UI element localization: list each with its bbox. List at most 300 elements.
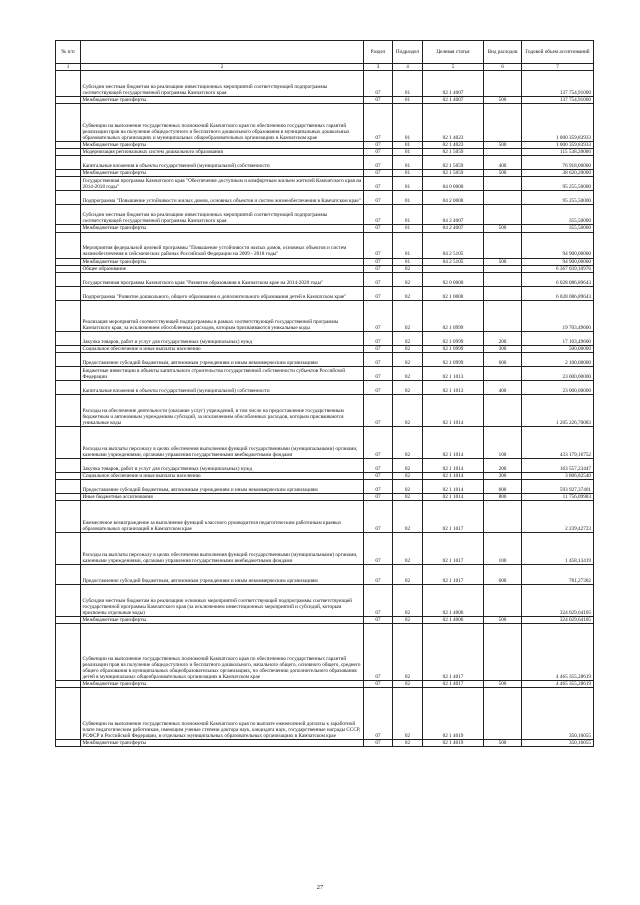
row-num-cell [56, 142, 81, 149]
row-sum-cell: 500,00000 [522, 345, 594, 352]
col-header-num: № п/п [56, 41, 81, 64]
row-podrazdel-cell: 02 [393, 380, 423, 394]
row-podrazdel-cell: 02 [393, 300, 423, 331]
row-vid-cell [484, 501, 522, 533]
row-podrazdel-cell: 02 [393, 286, 423, 300]
row-razdel-cell: 07 [364, 681, 393, 688]
row-podrazdel-cell: 02 [393, 688, 423, 740]
row-vid-cell [484, 585, 522, 617]
row-podrazdel-cell: 02 [393, 501, 423, 533]
budget-table-sheet [55, 40, 593, 747]
table-row [56, 394, 594, 426]
table-row [56, 71, 594, 97]
row-razdel-cell: 07 [364, 300, 393, 331]
table-row [56, 426, 594, 458]
row-podrazdel-cell: 02 [393, 331, 423, 345]
table-row [56, 286, 594, 300]
row-num-cell [56, 493, 81, 500]
table-row [56, 501, 594, 533]
row-name-cell: Субвенции на выполнение государственных полномочий Камчатского края по выплате ежемесячной доплаты к заработной плате педагогическим работникам, имеющим ученые степени доктора наук, кандидата наук, государственные награды СССР, РСФСР и Российской Федерации, в отдельных муниципальных образовательных организациях в Камчатском крае [81, 688, 364, 740]
row-sum-cell: 1 000 359,83933 [522, 104, 594, 142]
col-index: 1 [56, 64, 81, 71]
row-sum-cell: 350,16055 [522, 688, 594, 740]
table-row [56, 265, 594, 272]
row-num-cell [56, 331, 81, 345]
table-header-row [56, 41, 594, 64]
row-target-cell: 04 0 0000 [423, 177, 484, 191]
table-row [56, 585, 594, 617]
table-row [56, 617, 594, 624]
row-target-cell: 02 1 1013 [423, 380, 484, 394]
row-vid-cell: 400 [484, 380, 522, 394]
row-target-cell: 04 2 4007 [423, 205, 484, 225]
row-razdel-cell: 07 [364, 493, 393, 500]
row-podrazdel-cell: 01 [393, 156, 423, 170]
col-header-podrazdel: Подраздел [393, 41, 423, 64]
row-razdel-cell: 07 [364, 331, 393, 345]
row-sum-cell: 3 806,82540 [522, 472, 594, 479]
row-target-cell: 02 1 5059 [423, 149, 484, 156]
row-vid-cell: 400 [484, 156, 522, 170]
row-num-cell [56, 97, 81, 104]
row-sum-cell: 4 465 355,28619 [522, 681, 594, 688]
row-sum-cell: 1 205 226,70083 [522, 394, 594, 426]
row-name-cell: Субвенции на выполнение государственных полномочий Камчатского края по обеспечению государственных гарантий реализации прав на получение общедоступного и бесплатного дошкольного, начального общего, основного общего, среднего общего образования в муниципальных общеобразовательных организациях, по обеспечению дополнительного образования детей в муниципальных общеобразовательных организациях в Камчатском крае [81, 624, 364, 681]
row-num-cell [56, 479, 81, 493]
row-name-cell: Расходы на выплаты персоналу в целях обеспечения выполнения функций государственными (муниципальными) органами, казенными учреждениями, органами управления государственными внебюджетными фондами [81, 426, 364, 458]
row-num-cell [56, 394, 81, 426]
row-target-cell: 02 1 4006 [423, 617, 484, 624]
row-num-cell [56, 681, 81, 688]
row-num-cell [56, 565, 81, 585]
col-index: 4 [393, 64, 423, 71]
row-sum-cell: 23 000,00000 [522, 366, 594, 380]
row-name-cell: Капитальные вложения в объекты государственной (муниципальной) собственности [81, 156, 364, 170]
row-sum-cell: 137 754,91000 [522, 71, 594, 97]
row-num-cell [56, 380, 81, 394]
row-name-cell: Социальное обеспечение и иные выплаты населению [81, 345, 364, 352]
row-podrazdel-cell: 01 [393, 71, 423, 97]
table-row [56, 533, 594, 565]
row-num-cell [56, 177, 81, 191]
row-name-cell: Государственная программа Камчатского края "Обеспечение доступным и комфортным жильем жителей Камчатского края на 2014-2018 годы" [81, 177, 364, 191]
row-num-cell [56, 617, 81, 624]
row-vid-cell: 600 [484, 479, 522, 493]
row-vid-cell [484, 104, 522, 142]
table-row [56, 624, 594, 681]
row-name-cell: Иные бюджетные ассигнования [81, 493, 364, 500]
row-name-cell: Социальное обеспечение и иные выплаты населению [81, 472, 364, 479]
row-sum-cell: 1 000 359,83933 [522, 142, 594, 149]
row-sum-cell: 781,27302 [522, 565, 594, 585]
row-razdel-cell: 07 [364, 394, 393, 426]
row-name-cell: Межбюджетные трансферты [81, 681, 364, 688]
row-razdel-cell: 07 [364, 205, 393, 225]
table-row [56, 156, 594, 170]
row-name-cell: Модернизация региональных систем дошкольного образования [81, 149, 364, 156]
row-podrazdel-cell: 02 [393, 617, 423, 624]
row-name-cell: Межбюджетные трансферты [81, 225, 364, 232]
row-name-cell: Субвенции на выполнение государственных полномочий Камчатского края по обеспечению государственных гарантий реализации прав на получение общедоступного и бесплатного дошкольного образования в муниципальных дошкольных образовательных организациях и муниципальных общеобразовательных организациях в Камчатском крае [81, 104, 364, 142]
row-podrazdel-cell: 01 [393, 149, 423, 156]
row-razdel-cell: 07 [364, 272, 393, 286]
row-name-cell: Общее образование [81, 265, 364, 272]
row-podrazdel-cell: 01 [393, 191, 423, 205]
row-num-cell [56, 232, 81, 258]
row-vid-cell: 500 [484, 142, 522, 149]
row-sum-cell: 23 000,00000 [522, 380, 594, 394]
row-num-cell [56, 265, 81, 272]
row-name-cell: Мероприятия федеральной целевой программы "Повышение устойчивости жилых домов, основных объектов и систем жизнеобеспечения в сейсмических районах Российской Федерации на 2009 - 2018 годы" [81, 232, 364, 258]
row-razdel-cell: 07 [364, 97, 393, 104]
table-row [56, 300, 594, 331]
row-target-cell: 02 1 1013 [423, 366, 484, 380]
row-podrazdel-cell: 01 [393, 258, 423, 265]
row-sum-cell: 355,50000 [522, 225, 594, 232]
row-podrazdel-cell: 01 [393, 232, 423, 258]
row-razdel-cell: 07 [364, 156, 393, 170]
col-index: 2 [81, 64, 364, 71]
col-index: 6 [484, 64, 522, 71]
row-razdel-cell: 07 [364, 426, 393, 458]
row-name-cell: Межбюджетные трансферты [81, 258, 364, 265]
row-razdel-cell: 07 [364, 585, 393, 617]
row-target-cell: 04 2 4007 [423, 225, 484, 232]
row-sum-cell: 163 557,23447 [522, 458, 594, 472]
row-target-cell: 02 1 4007 [423, 97, 484, 104]
table-row [56, 565, 594, 585]
row-razdel-cell: 07 [364, 688, 393, 740]
row-sum-cell: 593 927,37401 [522, 479, 594, 493]
row-vid-cell [484, 205, 522, 225]
row-num-cell [56, 205, 81, 225]
col-header-sum: Годовой объем ассигнований [522, 41, 594, 64]
table-row [56, 345, 594, 352]
col-header-name [81, 41, 364, 64]
row-target-cell: 02 1 0000 [423, 286, 484, 300]
row-podrazdel-cell: 02 [393, 272, 423, 286]
row-podrazdel-cell: 01 [393, 177, 423, 191]
row-target-cell: 02 1 0999 [423, 331, 484, 345]
row-podrazdel-cell: 02 [393, 265, 423, 272]
table-row [56, 191, 594, 205]
row-razdel-cell: 07 [364, 232, 393, 258]
row-name-cell: Подпрограмма "Повышение устойчивости жилых домов, основных объектов и систем жизнеобеспечения в Камчатском крае" [81, 191, 364, 205]
row-name-cell: Межбюджетные трансферты [81, 617, 364, 624]
row-razdel-cell: 07 [364, 71, 393, 97]
row-razdel-cell: 07 [364, 104, 393, 142]
row-sum-cell: 38 620,20000 [522, 170, 594, 177]
row-num-cell [56, 258, 81, 265]
row-target-cell: 02 1 1017 [423, 533, 484, 565]
page-number: 27 [316, 884, 324, 891]
row-num-cell [56, 740, 81, 747]
row-name-cell: Межбюджетные трансферты [81, 170, 364, 177]
row-podrazdel-cell: 01 [393, 142, 423, 149]
row-vid-cell: 200 [484, 331, 522, 345]
row-vid-cell: 500 [484, 681, 522, 688]
table-row [56, 688, 594, 740]
row-podrazdel-cell: 02 [393, 479, 423, 493]
row-name-cell: Субсидии местным бюджетам на реализацию основных мероприятий соответствующей подпрограммы соответствующей государственной программы Камчатского края (за исключением инвестиционных мероприятий и субсидий, которым присвоены отдельные коды) [81, 585, 364, 617]
row-target-cell: 02 1 0999 [423, 300, 484, 331]
row-num-cell [56, 191, 81, 205]
table-row [56, 272, 594, 286]
table-row [56, 170, 594, 177]
row-razdel-cell: 07 [364, 366, 393, 380]
row-razdel-cell: 07 [364, 149, 393, 156]
row-num-cell [56, 345, 81, 352]
row-podrazdel-cell: 02 [393, 394, 423, 426]
table-row [56, 366, 594, 380]
row-target-cell: 02 1 4006 [423, 585, 484, 617]
row-podrazdel-cell: 02 [393, 624, 423, 681]
row-num-cell [56, 426, 81, 458]
row-num-cell [56, 286, 81, 300]
table-row [56, 681, 594, 688]
row-vid-cell [484, 191, 522, 205]
row-sum-cell: 94 900,00000 [522, 258, 594, 265]
row-podrazdel-cell: 02 [393, 472, 423, 479]
row-sum-cell: 2 239,42723 [522, 501, 594, 533]
row-vid-cell [484, 272, 522, 286]
row-target-cell: 02 1 1014 [423, 472, 484, 479]
row-name-cell: Межбюджетные трансферты [81, 142, 364, 149]
row-razdel-cell: 07 [364, 286, 393, 300]
row-vid-cell [484, 232, 522, 258]
row-podrazdel-cell: 02 [393, 458, 423, 472]
table-row [56, 352, 594, 366]
row-vid-cell: 500 [484, 740, 522, 747]
row-name-cell: Государственная программа Камчатского края "Развитие образования в Камчатском крае на 2014-2020 годы" [81, 272, 364, 286]
row-sum-cell: 115 538,20000 [522, 149, 594, 156]
row-sum-cell: 324 029,64105 [522, 585, 594, 617]
row-vid-cell: 800 [484, 493, 522, 500]
row-num-cell [56, 272, 81, 286]
row-vid-cell: 500 [484, 225, 522, 232]
row-name-cell: Предоставление субсидий бюджетным, автономным учреждениям и иным некоммерческим организациям [81, 352, 364, 366]
row-target-cell: 02 1 1014 [423, 426, 484, 458]
table-row [56, 479, 594, 493]
row-target-cell: 02 1 1014 [423, 493, 484, 500]
row-name-cell: Ежемесячное вознаграждение за выполнение функций классного руководителя педагогическим работникам краевых образовательных организаций в Камчатском крае [81, 501, 364, 533]
row-podrazdel-cell: 02 [393, 565, 423, 585]
table-row [56, 331, 594, 345]
row-target-cell: 02 1 4023 [423, 104, 484, 142]
row-name-cell: Закупка товаров, работ и услуг для государственных (муниципальных) нужд [81, 331, 364, 345]
row-razdel-cell: 07 [364, 258, 393, 265]
row-vid-cell: 500 [484, 97, 522, 104]
row-target-cell [423, 265, 484, 272]
row-sum-cell: 2 100,00000 [522, 352, 594, 366]
table-row [56, 142, 594, 149]
row-vid-cell [484, 71, 522, 97]
row-sum-cell: 95 255,50000 [522, 177, 594, 191]
table-body [56, 71, 594, 747]
row-num-cell [56, 624, 81, 681]
row-vid-cell: 300 [484, 472, 522, 479]
table-row [56, 149, 594, 156]
row-num-cell [56, 300, 81, 331]
col-index: 5 [423, 64, 484, 71]
row-num-cell [56, 501, 81, 533]
row-name-cell: Предоставление субсидий бюджетным, автономным учреждениям и иным некоммерческим организациям [81, 565, 364, 585]
col-header-target: Целевая статья [423, 41, 484, 64]
row-razdel-cell: 07 [364, 479, 393, 493]
row-vid-cell [484, 624, 522, 681]
row-podrazdel-cell: 01 [393, 104, 423, 142]
table-row [56, 380, 594, 394]
table-row [56, 458, 594, 472]
row-vid-cell [484, 265, 522, 272]
row-vid-cell [484, 366, 522, 380]
row-target-cell: 04 2 5105 [423, 258, 484, 265]
row-name-cell: Субсидии местным бюджетам на реализацию инвестиционных мероприятий соответствующей подпрограммы соответствующей государственной программы Камчатского края [81, 71, 364, 97]
row-target-cell: 02 1 1014 [423, 479, 484, 493]
table-row [56, 232, 594, 258]
row-razdel-cell: 07 [364, 170, 393, 177]
row-name-cell: Расходы на обеспечение деятельности (оказание услуг) учреждений, в том числе на предоставление государственным бюджетным и автономным учреждениям субсидий, за исключением обособленных расходов, которым присваиваются уникальные коды [81, 394, 364, 426]
row-num-cell [56, 149, 81, 156]
row-razdel-cell: 07 [364, 225, 393, 232]
row-razdel-cell: 07 [364, 617, 393, 624]
row-target-cell: 02 1 1014 [423, 458, 484, 472]
row-num-cell [56, 688, 81, 740]
row-sum-cell: 95 255,50000 [522, 191, 594, 205]
row-razdel-cell: 07 [364, 458, 393, 472]
row-name-cell: Расходы на выплаты персоналу в целях обеспечения выполнения функций государственными (муниципальными) органами, казенными учреждениями, органами управления государственными внебюджетными фондами [81, 533, 364, 565]
row-podrazdel-cell: 02 [393, 493, 423, 500]
row-vid-cell: 500 [484, 170, 522, 177]
row-num-cell [56, 170, 81, 177]
col-index: 3 [364, 64, 393, 71]
row-num-cell [56, 366, 81, 380]
row-target-cell: 02 1 4019 [423, 740, 484, 747]
row-sum-cell: 6 028 086,89643 [522, 272, 594, 286]
row-target-cell: 02 1 4017 [423, 681, 484, 688]
row-podrazdel-cell: 02 [393, 585, 423, 617]
table-row [56, 97, 594, 104]
row-sum-cell: 355,50000 [522, 205, 594, 225]
row-target-cell: 02 1 1017 [423, 501, 484, 533]
row-target-cell: 02 1 5059 [423, 156, 484, 170]
row-vid-cell [484, 300, 522, 331]
row-razdel-cell: 07 [364, 501, 393, 533]
row-vid-cell: 500 [484, 617, 522, 624]
row-podrazdel-cell: 01 [393, 225, 423, 232]
row-sum-cell: 19 703,49600 [522, 300, 594, 331]
row-target-cell: 02 1 4007 [423, 71, 484, 97]
row-podrazdel-cell: 02 [393, 366, 423, 380]
table-row [56, 493, 594, 500]
table-row [56, 177, 594, 191]
row-razdel-cell: 07 [364, 565, 393, 585]
row-num-cell [56, 104, 81, 142]
row-vid-cell: 600 [484, 565, 522, 585]
row-vid-cell: 300 [484, 345, 522, 352]
row-vid-cell [484, 177, 522, 191]
row-num-cell [56, 156, 81, 170]
row-vid-cell [484, 149, 522, 156]
row-vid-cell: 500 [484, 258, 522, 265]
row-razdel-cell: 07 [364, 740, 393, 747]
row-target-cell: 02 1 0999 [423, 352, 484, 366]
row-podrazdel-cell: 02 [393, 533, 423, 565]
row-podrazdel-cell: 02 [393, 740, 423, 747]
row-sum-cell: 350,16055 [522, 740, 594, 747]
row-sum-cell: 4 465 355,28619 [522, 624, 594, 681]
row-num-cell [56, 225, 81, 232]
row-name-cell: Капитальные вложения в объекты государственной (муниципальной) собственности [81, 380, 364, 394]
row-podrazdel-cell: 02 [393, 352, 423, 366]
row-podrazdel-cell: 01 [393, 97, 423, 104]
row-target-cell: 02 1 0999 [423, 345, 484, 352]
row-razdel-cell: 07 [364, 142, 393, 149]
row-sum-cell: 76 918,00000 [522, 156, 594, 170]
row-name-cell: Межбюджетные трансферты [81, 740, 364, 747]
row-target-cell: 02 0 0000 [423, 272, 484, 286]
row-razdel-cell: 07 [364, 472, 393, 479]
row-vid-cell: 100 [484, 426, 522, 458]
row-sum-cell: 94 900,00000 [522, 232, 594, 258]
row-target-cell: 04 2 0000 [423, 191, 484, 205]
row-razdel-cell: 07 [364, 345, 393, 352]
row-razdel-cell: 07 [364, 380, 393, 394]
row-name-cell: Межбюджетные трансферты [81, 97, 364, 104]
row-target-cell: 02 1 5059 [423, 170, 484, 177]
row-vid-cell [484, 688, 522, 740]
row-sum-cell: 1 458,13419 [522, 533, 594, 565]
row-razdel-cell: 07 [364, 177, 393, 191]
row-sum-cell: 17 103,49600 [522, 331, 594, 345]
row-podrazdel-cell: 02 [393, 681, 423, 688]
row-razdel-cell: 07 [364, 352, 393, 366]
table-row [56, 104, 594, 142]
row-name-cell: Субсидии местным бюджетам на реализацию инвестиционных мероприятий соответствующей подпрограммы соответствующей государственной программы Камчатского края [81, 205, 364, 225]
row-sum-cell: 11 756,09903 [522, 493, 594, 500]
table-row [56, 472, 594, 479]
row-razdel-cell: 07 [364, 533, 393, 565]
col-header-vid: Вид расходов [484, 41, 522, 64]
row-vid-cell: 100 [484, 533, 522, 565]
col-index: 7 [522, 64, 594, 71]
table-row [56, 225, 594, 232]
row-podrazdel-cell: 02 [393, 345, 423, 352]
col-header-razdel: Раздел [364, 41, 393, 64]
row-razdel-cell: 07 [364, 265, 393, 272]
table-row [56, 740, 594, 747]
row-podrazdel-cell: 02 [393, 426, 423, 458]
row-num-cell [56, 472, 81, 479]
row-name-cell: Бюджетные инвестиции в объекты капитального строительства государственной собственности субъектов Российской Федерации [81, 366, 364, 380]
row-name-cell: Реализация мероприятий соответствующей подпрограммы в рамках соответствующей государственной программы Камчатского края, за исключением обособленных расходов, которым присваиваются уникальные коды [81, 300, 364, 331]
row-sum-cell: 137 754,91000 [522, 97, 594, 104]
column-index-row [56, 64, 594, 71]
row-vid-cell: 200 [484, 458, 522, 472]
row-vid-cell [484, 286, 522, 300]
row-num-cell [56, 71, 81, 97]
row-target-cell: 02 1 4017 [423, 624, 484, 681]
row-sum-cell: 6 028 086,89643 [522, 286, 594, 300]
row-podrazdel-cell: 01 [393, 170, 423, 177]
row-target-cell: 02 1 4023 [423, 142, 484, 149]
row-vid-cell [484, 394, 522, 426]
row-name-cell: Предоставление субсидий бюджетным, автономным учреждениям и иным некоммерческим организациям [81, 479, 364, 493]
row-razdel-cell: 07 [364, 191, 393, 205]
row-vid-cell: 600 [484, 352, 522, 366]
budget-table [55, 40, 594, 747]
row-num-cell [56, 458, 81, 472]
